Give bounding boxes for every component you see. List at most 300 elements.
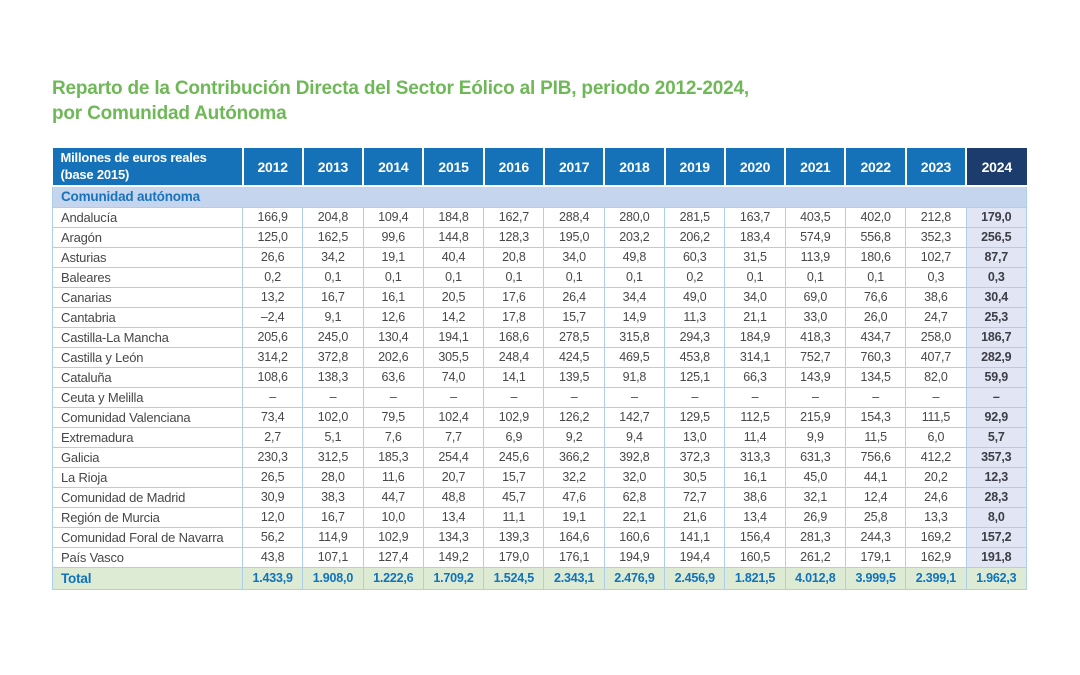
table-row: [53, 387, 1027, 407]
cell-2013: 28,0: [303, 467, 363, 487]
cell-2022: 12,4: [845, 487, 905, 507]
cell-2020: 21,1: [725, 307, 785, 327]
cell-2015: 14,2: [423, 307, 483, 327]
cell-2018: 49,8: [604, 247, 664, 267]
row-label: La Rioja: [53, 467, 243, 487]
row-label: Comunidad Foral de Navarra: [53, 527, 243, 547]
cell-2024: 179,0: [966, 207, 1026, 227]
cell-2017: 26,4: [544, 287, 604, 307]
cell-2024: 191,8: [966, 547, 1026, 567]
cell-2013: 16,7: [303, 507, 363, 527]
cell-2015: 149,2: [423, 547, 483, 567]
cell-2024: 282,9: [966, 347, 1026, 367]
cell-2015: 184,8: [423, 207, 483, 227]
table-row: [53, 467, 1027, 487]
cell-2017: 0,1: [544, 267, 604, 287]
cell-2019: 281,5: [665, 207, 725, 227]
row-label: Asturias: [53, 247, 243, 267]
year-header-2022: 2022: [845, 148, 905, 186]
cell-2015: 194,1: [423, 327, 483, 347]
cell-2021: 631,3: [785, 447, 845, 467]
total-cell-2023: 2.399,1: [906, 567, 966, 589]
cell-2018: 14,9: [604, 307, 664, 327]
cell-2023: 258,0: [906, 327, 966, 347]
pib-contribution-table: [52, 148, 1027, 590]
cell-2014: 12,6: [363, 307, 423, 327]
cell-2020: 38,6: [725, 487, 785, 507]
cell-2019: 60,3: [665, 247, 725, 267]
cell-2012: 12,0: [243, 507, 303, 527]
row-label: Extremadura: [53, 427, 243, 447]
cell-2019: 49,0: [665, 287, 725, 307]
year-header-2021: 2021: [785, 148, 845, 186]
cell-2023: 352,3: [906, 227, 966, 247]
cell-2024: 25,3: [966, 307, 1026, 327]
cell-2018: 22,1: [604, 507, 664, 527]
cell-2012: 0,2: [243, 267, 303, 287]
cell-2016: 245,6: [484, 447, 544, 467]
cell-2018: 203,2: [604, 227, 664, 247]
cell-2012: 166,9: [243, 207, 303, 227]
cell-2015: 144,8: [423, 227, 483, 247]
row-label: País Vasco: [53, 547, 243, 567]
cell-2021: 113,9: [785, 247, 845, 267]
cell-2022: 756,6: [845, 447, 905, 467]
cell-2014: 79,5: [363, 407, 423, 427]
cell-2016: 0,1: [484, 267, 544, 287]
cell-2017: 139,5: [544, 367, 604, 387]
cell-2021: 33,0: [785, 307, 845, 327]
row-label: Cataluña: [53, 367, 243, 387]
row-label: Canarias: [53, 287, 243, 307]
cell-2023: 0,3: [906, 267, 966, 287]
cell-2016: –: [484, 387, 544, 407]
cell-2014: 130,4: [363, 327, 423, 347]
table-row: [53, 547, 1027, 567]
cell-2018: 91,8: [604, 367, 664, 387]
cell-2012: 108,6: [243, 367, 303, 387]
cell-2021: 752,7: [785, 347, 845, 367]
cell-2016: 139,3: [484, 527, 544, 547]
cell-2019: 13,0: [665, 427, 725, 447]
cell-2016: 17,6: [484, 287, 544, 307]
cell-2012: 205,6: [243, 327, 303, 347]
cell-2020: 31,5: [725, 247, 785, 267]
cell-2024: 0,3: [966, 267, 1026, 287]
cell-2023: 82,0: [906, 367, 966, 387]
cell-2024: –: [966, 387, 1026, 407]
cell-2012: 26,6: [243, 247, 303, 267]
year-header-2019: 2019: [665, 148, 725, 186]
cell-2015: 102,4: [423, 407, 483, 427]
table-header: [53, 148, 1027, 186]
cell-2013: 372,8: [303, 347, 363, 367]
cell-2019: 206,2: [665, 227, 725, 247]
cell-2018: 62,8: [604, 487, 664, 507]
table-row: [53, 487, 1027, 507]
cell-2023: –: [906, 387, 966, 407]
cell-2016: 248,4: [484, 347, 544, 367]
cell-2013: 34,2: [303, 247, 363, 267]
cell-2018: 0,1: [604, 267, 664, 287]
table-row: [53, 527, 1027, 547]
cell-2014: –: [363, 387, 423, 407]
cell-2014: 44,7: [363, 487, 423, 507]
cell-2013: 102,0: [303, 407, 363, 427]
cell-2019: 72,7: [665, 487, 725, 507]
cell-2024: 256,5: [966, 227, 1026, 247]
cell-2013: 245,0: [303, 327, 363, 347]
cell-2021: 26,9: [785, 507, 845, 527]
cell-2018: 142,7: [604, 407, 664, 427]
cell-2013: 138,3: [303, 367, 363, 387]
row-label: Castilla y León: [53, 347, 243, 367]
cell-2021: 215,9: [785, 407, 845, 427]
cell-2020: 313,3: [725, 447, 785, 467]
table-row: [53, 347, 1027, 367]
cell-2016: 11,1: [484, 507, 544, 527]
cell-2022: 179,1: [845, 547, 905, 567]
table-row: [53, 227, 1027, 247]
cell-2013: –: [303, 387, 363, 407]
cell-2023: 24,7: [906, 307, 966, 327]
year-header-2024: 2024: [966, 148, 1026, 186]
cell-2023: 212,8: [906, 207, 966, 227]
cell-2019: 11,3: [665, 307, 725, 327]
cell-2015: 7,7: [423, 427, 483, 447]
cell-2020: 16,1: [725, 467, 785, 487]
cell-2014: 16,1: [363, 287, 423, 307]
cell-2014: 109,4: [363, 207, 423, 227]
cell-2022: 180,6: [845, 247, 905, 267]
table-row: [53, 507, 1027, 527]
total-cell-2014: 1.222,6: [363, 567, 423, 589]
cell-2020: 112,5: [725, 407, 785, 427]
cell-2020: 163,7: [725, 207, 785, 227]
cell-2017: 288,4: [544, 207, 604, 227]
cell-2018: –: [604, 387, 664, 407]
cell-2017: 32,2: [544, 467, 604, 487]
cell-2021: 281,3: [785, 527, 845, 547]
cell-2017: 176,1: [544, 547, 604, 567]
cell-2016: 45,7: [484, 487, 544, 507]
cell-2019: 30,5: [665, 467, 725, 487]
cell-2023: 6,0: [906, 427, 966, 447]
cell-2016: 168,6: [484, 327, 544, 347]
cell-2014: 185,3: [363, 447, 423, 467]
table-row: [53, 247, 1027, 267]
cell-2020: 184,9: [725, 327, 785, 347]
row-label: Aragón: [53, 227, 243, 247]
year-header-2023: 2023: [906, 148, 966, 186]
total-cell-2019: 2.456,9: [665, 567, 725, 589]
cell-2012: –2,4: [243, 307, 303, 327]
row-label: Comunidad Valenciana: [53, 407, 243, 427]
cell-2022: 44,1: [845, 467, 905, 487]
cell-2013: 16,7: [303, 287, 363, 307]
cell-2024: 92,9: [966, 407, 1026, 427]
cell-2016: 6,9: [484, 427, 544, 447]
cell-2015: 0,1: [423, 267, 483, 287]
cell-2021: 69,0: [785, 287, 845, 307]
cell-2019: 141,1: [665, 527, 725, 547]
cell-2019: 21,6: [665, 507, 725, 527]
table-body: [53, 186, 1027, 567]
cell-2022: –: [845, 387, 905, 407]
cell-2017: 9,2: [544, 427, 604, 447]
cell-2015: 13,4: [423, 507, 483, 527]
cell-2018: 32,0: [604, 467, 664, 487]
total-row: [53, 567, 1027, 589]
row-label: Castilla-La Mancha: [53, 327, 243, 347]
row-label: Cantabria: [53, 307, 243, 327]
cell-2017: 19,1: [544, 507, 604, 527]
cell-2022: 26,0: [845, 307, 905, 327]
cell-2012: –: [243, 387, 303, 407]
cell-2019: 194,4: [665, 547, 725, 567]
row-label: Andalucía: [53, 207, 243, 227]
cell-2018: 280,0: [604, 207, 664, 227]
row-label: Ceuta y Melilla: [53, 387, 243, 407]
cell-2016: 14,1: [484, 367, 544, 387]
cell-2019: 372,3: [665, 447, 725, 467]
cell-2022: 760,3: [845, 347, 905, 367]
cell-2018: 194,9: [604, 547, 664, 567]
cell-2012: 314,2: [243, 347, 303, 367]
cell-2014: 11,6: [363, 467, 423, 487]
cell-2022: 244,3: [845, 527, 905, 547]
cell-2014: 19,1: [363, 247, 423, 267]
cell-2017: 47,6: [544, 487, 604, 507]
cell-2024: 59,9: [966, 367, 1026, 387]
cell-2013: 107,1: [303, 547, 363, 567]
cell-2014: 99,6: [363, 227, 423, 247]
cell-2019: 294,3: [665, 327, 725, 347]
total-cell-2022: 3.999,5: [845, 567, 905, 589]
row-label: Comunidad de Madrid: [53, 487, 243, 507]
cell-2017: 278,5: [544, 327, 604, 347]
year-header-2015: 2015: [423, 148, 483, 186]
cell-2019: 125,1: [665, 367, 725, 387]
table-row: [53, 427, 1027, 447]
cell-2014: 7,6: [363, 427, 423, 447]
cell-2015: 74,0: [423, 367, 483, 387]
cell-2020: 0,1: [725, 267, 785, 287]
total-cell-2012: 1.433,9: [243, 567, 303, 589]
cell-2022: 402,0: [845, 207, 905, 227]
cell-2012: 26,5: [243, 467, 303, 487]
cell-2021: 574,9: [785, 227, 845, 247]
cell-2023: 169,2: [906, 527, 966, 547]
row-label: Baleares: [53, 267, 243, 287]
cell-2021: 143,9: [785, 367, 845, 387]
cell-2017: 424,5: [544, 347, 604, 367]
table-footer: [53, 567, 1027, 589]
cell-2015: 254,4: [423, 447, 483, 467]
cell-2024: 30,4: [966, 287, 1026, 307]
cell-2015: 20,7: [423, 467, 483, 487]
table-row: [53, 367, 1027, 387]
year-header-2014: 2014: [363, 148, 423, 186]
table-row: [53, 267, 1027, 287]
cell-2018: 9,4: [604, 427, 664, 447]
year-header-2012: 2012: [243, 148, 303, 186]
cell-2022: 0,1: [845, 267, 905, 287]
cell-2017: 164,6: [544, 527, 604, 547]
cell-2012: 56,2: [243, 527, 303, 547]
cell-2021: –: [785, 387, 845, 407]
cell-2022: 25,8: [845, 507, 905, 527]
table-row: [53, 327, 1027, 347]
cell-2020: 13,4: [725, 507, 785, 527]
cell-2019: 453,8: [665, 347, 725, 367]
cell-2021: 403,5: [785, 207, 845, 227]
year-header-2020: 2020: [725, 148, 785, 186]
title-line-2: por Comunidad Autónoma: [52, 103, 287, 125]
cell-2018: 34,4: [604, 287, 664, 307]
cell-2014: 127,4: [363, 547, 423, 567]
year-header-2016: 2016: [484, 148, 544, 186]
cell-2024: 12,3: [966, 467, 1026, 487]
cell-2013: 5,1: [303, 427, 363, 447]
cell-2016: 128,3: [484, 227, 544, 247]
cell-2018: 315,8: [604, 327, 664, 347]
cell-2018: 392,8: [604, 447, 664, 467]
row-label: Galicia: [53, 447, 243, 467]
cell-2023: 24,6: [906, 487, 966, 507]
cell-2023: 162,9: [906, 547, 966, 567]
row-label: Región de Murcia: [53, 507, 243, 527]
cell-2016: 15,7: [484, 467, 544, 487]
year-header-2017: 2017: [544, 148, 604, 186]
cell-2020: 183,4: [725, 227, 785, 247]
cell-2020: 34,0: [725, 287, 785, 307]
table-row: [53, 287, 1027, 307]
cell-2024: 157,2: [966, 527, 1026, 547]
cell-2023: 13,3: [906, 507, 966, 527]
cell-2024: 5,7: [966, 427, 1026, 447]
cell-2017: 126,2: [544, 407, 604, 427]
cell-2023: 102,7: [906, 247, 966, 267]
cell-2015: 20,5: [423, 287, 483, 307]
total-cell-2013: 1.908,0: [303, 567, 363, 589]
cell-2013: 0,1: [303, 267, 363, 287]
cell-2017: 366,2: [544, 447, 604, 467]
page-title: [52, 76, 952, 126]
cell-2015: –: [423, 387, 483, 407]
cell-2012: 43,8: [243, 547, 303, 567]
cell-2012: 73,4: [243, 407, 303, 427]
cell-2021: 32,1: [785, 487, 845, 507]
table-row: [53, 407, 1027, 427]
table-row: [53, 447, 1027, 467]
cell-2020: 160,5: [725, 547, 785, 567]
cell-2012: 13,2: [243, 287, 303, 307]
cell-2016: 162,7: [484, 207, 544, 227]
title-line-1: Reparto de la Contribución Directa del Sector Eólico al PIB, periodo 2012-2024,: [52, 78, 749, 99]
cell-2013: 162,5: [303, 227, 363, 247]
cell-2020: 11,4: [725, 427, 785, 447]
cell-2018: 469,5: [604, 347, 664, 367]
cell-2022: 434,7: [845, 327, 905, 347]
cell-2012: 230,3: [243, 447, 303, 467]
total-cell-2018: 2.476,9: [604, 567, 664, 589]
cell-2020: –: [725, 387, 785, 407]
subheader-row: [53, 186, 1027, 207]
cell-2014: 102,9: [363, 527, 423, 547]
cell-2019: –: [665, 387, 725, 407]
cell-2024: 28,3: [966, 487, 1026, 507]
cell-2016: 102,9: [484, 407, 544, 427]
total-cell-2015: 1.709,2: [423, 567, 483, 589]
total-cell-2020: 1.821,5: [725, 567, 785, 589]
cell-2023: 111,5: [906, 407, 966, 427]
cell-2021: 9,9: [785, 427, 845, 447]
cell-2012: 30,9: [243, 487, 303, 507]
cell-2022: 154,3: [845, 407, 905, 427]
cell-2021: 0,1: [785, 267, 845, 287]
cell-2016: 17,8: [484, 307, 544, 327]
cell-2013: 38,3: [303, 487, 363, 507]
cell-2015: 305,5: [423, 347, 483, 367]
table-row: [53, 307, 1027, 327]
cell-2015: 134,3: [423, 527, 483, 547]
cell-2022: 11,5: [845, 427, 905, 447]
cell-2024: 186,7: [966, 327, 1026, 347]
year-header-2018: 2018: [604, 148, 664, 186]
subheader-label: Comunidad autónoma: [53, 186, 1027, 207]
cell-2014: 63,6: [363, 367, 423, 387]
cell-2018: 160,6: [604, 527, 664, 547]
cell-2020: 66,3: [725, 367, 785, 387]
cell-2012: 2,7: [243, 427, 303, 447]
header-row: [53, 148, 1027, 186]
cell-2021: 45,0: [785, 467, 845, 487]
cell-2022: 556,8: [845, 227, 905, 247]
cell-2020: 314,1: [725, 347, 785, 367]
cell-2024: 8,0: [966, 507, 1026, 527]
cell-2023: 38,6: [906, 287, 966, 307]
cell-2019: 129,5: [665, 407, 725, 427]
corner-header: Millones de euros reales (base 2015): [53, 148, 243, 186]
cell-2021: 418,3: [785, 327, 845, 347]
cell-2013: 204,8: [303, 207, 363, 227]
cell-2017: 15,7: [544, 307, 604, 327]
cell-2023: 20,2: [906, 467, 966, 487]
cell-2022: 134,5: [845, 367, 905, 387]
total-cell-2016: 1.524,5: [484, 567, 544, 589]
cell-2017: –: [544, 387, 604, 407]
cell-2023: 407,7: [906, 347, 966, 367]
table-container: [52, 148, 1027, 590]
cell-2024: 87,7: [966, 247, 1026, 267]
cell-2012: 125,0: [243, 227, 303, 247]
cell-2014: 0,1: [363, 267, 423, 287]
cell-2015: 40,4: [423, 247, 483, 267]
cell-2014: 10,0: [363, 507, 423, 527]
total-label: Total: [53, 567, 243, 589]
year-header-2013: 2013: [303, 148, 363, 186]
cell-2020: 156,4: [725, 527, 785, 547]
table-row: [53, 207, 1027, 227]
cell-2017: 34,0: [544, 247, 604, 267]
cell-2013: 312,5: [303, 447, 363, 467]
cell-2013: 9,1: [303, 307, 363, 327]
cell-2019: 0,2: [665, 267, 725, 287]
cell-2023: 412,2: [906, 447, 966, 467]
cell-2016: 20,8: [484, 247, 544, 267]
cell-2013: 114,9: [303, 527, 363, 547]
